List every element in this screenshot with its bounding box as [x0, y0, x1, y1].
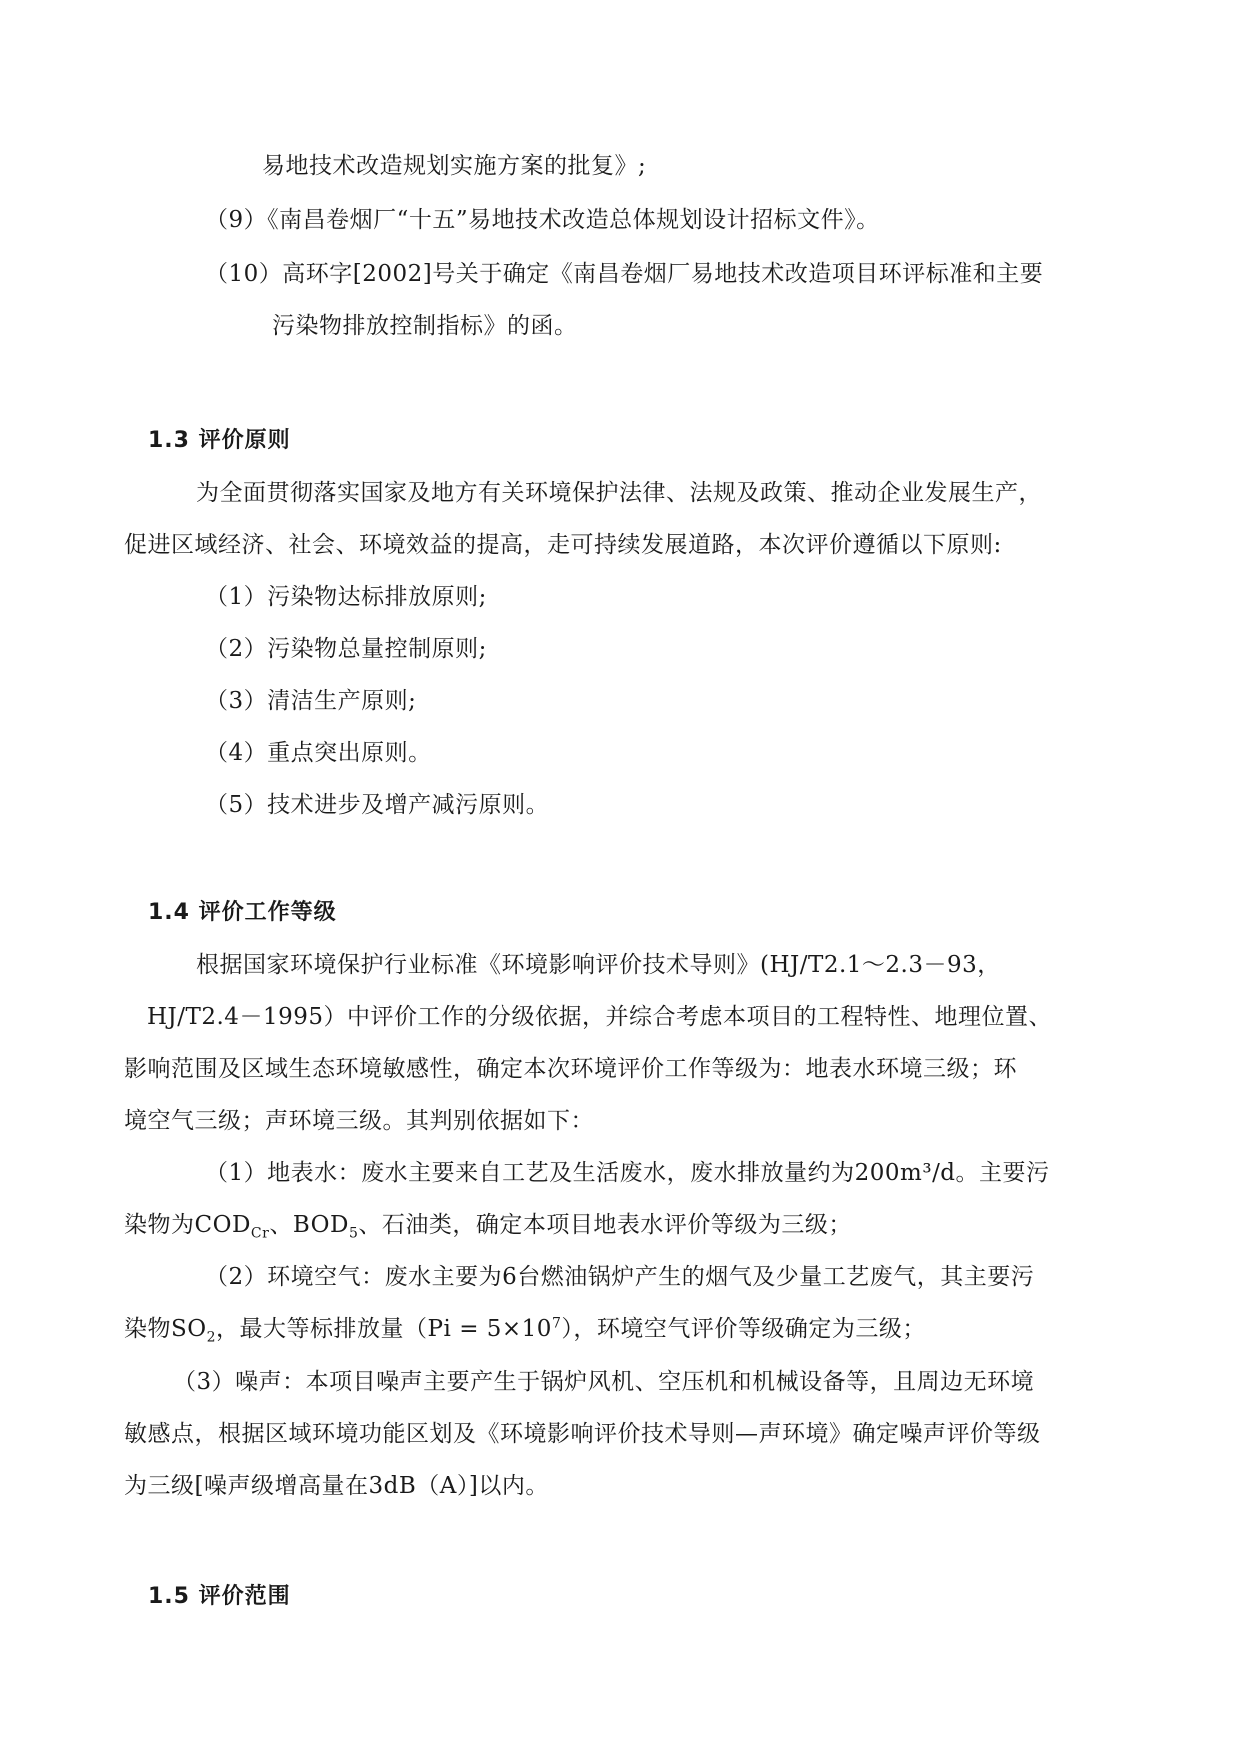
principle-item-5: （5）技术进步及增产减污原则。 — [205, 792, 550, 818]
noise-line3: 为三级[噪声级增高量在3dB（A）]以内。 — [124, 1473, 549, 1499]
grade-paragraph-line1: 根据国家环境保护行业标准《环境影响评价技术导则》(HJ/T2.1～2.3－93， — [196, 952, 1001, 978]
principle-item-3: （3）清洁生产原则; — [205, 688, 417, 714]
section-heading-1-3: 1.3 评价原则 — [148, 428, 291, 453]
ambient-air-line1: （2）环境空气：废水主要为6台燃油锅炉产生的烟气及少量工艺废气，其主要污 — [205, 1264, 1035, 1290]
principle-item-2: （2）污染物总量控制原则; — [205, 636, 487, 662]
section-heading-1-5: 1.5 评价范围 — [148, 1584, 291, 1609]
principle-paragraph-line2: 促进区域经济、社会、环境效益的提高，走可持续发展道路，本次评价遵循以下原则: — [124, 532, 1002, 558]
grade-paragraph-line2: HJ/T2.4－1995）中评价工作的分级依据，并综合考虑本项目的工程特性、地理位置、 — [147, 1004, 1052, 1030]
section-heading-1-4: 1.4 评价工作等级 — [148, 900, 337, 925]
ref-item-8-continued: 易地技术改造规划实施方案的批复》; — [262, 153, 647, 179]
surface-water-line1: （1）地表水：废水主要来自工艺及生活废水，废水排放量约为200m³/d。主要污 — [205, 1160, 1050, 1186]
principle-paragraph-line1: 为全面贯彻落实国家及地方有关环境保护法律、法规及政策、推动企业发展生产， — [196, 480, 1042, 506]
principle-item-1: （1）污染物达标排放原则; — [205, 584, 487, 610]
ambient-air-line2: 染物$SO_2$，最大等标排放量$(Pi = 5\times 10^7)$，环境空气评价等级确定为三级； — [124, 1315, 926, 1346]
grade-paragraph-line3: 影响范围及区域生态环境敏感性，确定本次环境评价工作等级为：地表水环境三级；环 — [124, 1056, 1017, 1082]
ref-item-9: （9）《南昌卷烟厂“十五”易地技术改造总体规划设计招标文件》。 — [205, 207, 880, 233]
ref-item-10-line2: 污染物排放控制指标》的函。 — [272, 313, 578, 339]
ref-item-10-line1: （10）高环字[2002]号关于确定《南昌卷烟厂易地技术改造项目环评标准和主要 — [205, 261, 1044, 287]
surface-water-line2: 染物为$COD_{Cr}$、$BOD_5$、石油类，确定本项目地表水评价等级为三级； — [124, 1212, 852, 1242]
noise-line1: （3）噪声：本项目噪声主要产生于锅炉风机、空压机和机械设备等，且周边无环境 — [173, 1369, 1035, 1395]
noise-line2: 敏感点，根据区域环境功能区划及《环境影响评价技术导则—声环境》确定噪声评价等级 — [124, 1421, 1041, 1447]
principle-item-4: （4）重点突出原则。 — [205, 740, 432, 766]
grade-paragraph-line4: 境空气三级；声环境三级。其判别依据如下： — [124, 1108, 594, 1134]
